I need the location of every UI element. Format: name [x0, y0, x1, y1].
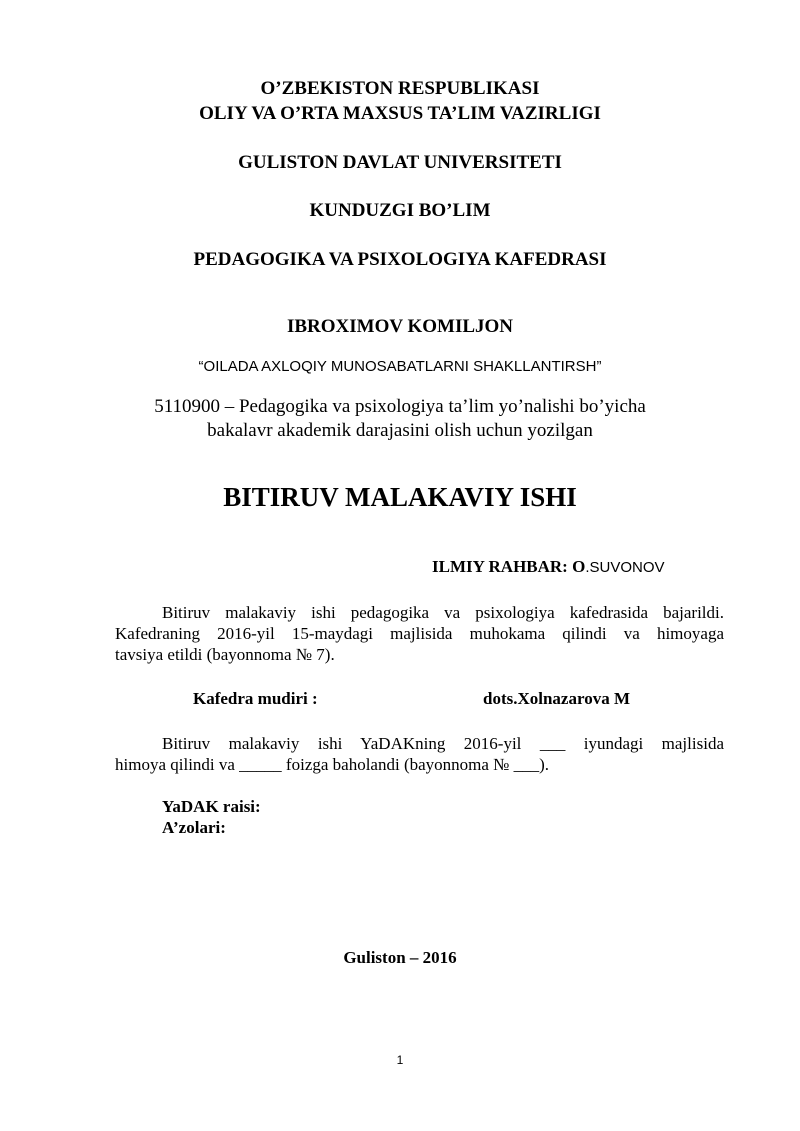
- head-of-chair-name: dots.Xolnazarova M: [483, 689, 631, 708]
- defense-note-line: Bitiruv malakaviy ishi YaDAKning 2016-yil ___ iyundagi majlisida: [162, 734, 724, 753]
- page-number: 1: [396, 1053, 404, 1067]
- place-and-year: Guliston – 2016: [343, 948, 457, 967]
- defense-note: [115, 733, 724, 775]
- department-heading: KUNDUZGI BO’LIM: [309, 200, 491, 221]
- head-of-chair-label: Kafedra mudiri :: [193, 689, 318, 708]
- completion-note: [115, 602, 724, 665]
- completion-note-line: Bitiruv malakaviy ishi pedagogika va psixologiya kafedrasida bajarildi.: [162, 603, 724, 622]
- author-name: IBROXIMOV KOMILJON: [286, 316, 514, 337]
- specialty-line-2: bakalavr akademik darajasini olish uchun yozilgan: [207, 420, 593, 441]
- republic-heading: O’ZBEKISTON RESPUBLIKASI: [260, 78, 540, 99]
- supervisor-label: ILMIY RAHBAR: O: [432, 557, 586, 576]
- commission-members-label: A’zolari:: [162, 818, 226, 837]
- work-type-title: BITIRUV MALAKAVIY ISHI: [223, 482, 577, 512]
- commission-chair-label: YaDAK raisi:: [162, 797, 261, 816]
- defense-note-line: himoya qilindi va _____ foizga baholandi (bayonnoma № ___).: [115, 755, 550, 774]
- university-heading: GULISTON DAVLAT UNIVERSITETI: [238, 152, 562, 173]
- chair-heading: PEDAGOGIKA VA PSIXOLOGIYA KAFEDRASI: [193, 249, 607, 270]
- supervisor-name: .SUVONOV: [585, 559, 665, 576]
- specialty-line-1: 5110900 – Pedagogika va psixologiya ta’lim yo’nalishi bo’yicha: [154, 396, 646, 417]
- ministry-heading: OLIY VA O’RTA MAXSUS TA’LIM VAZIRLIGI: [199, 103, 601, 124]
- completion-note-line: Kafedraning 2016-yil 15-maydagi majlisida muhokama qilindi va himoyaga: [115, 624, 724, 643]
- completion-note-line: tavsiya etildi (bayonnoma № 7).: [115, 645, 335, 664]
- thesis-topic: “OILADA AXLOQIY MUNOSABATLARNI SHAKLLANTIRSH”: [198, 358, 602, 375]
- supervisor: [432, 557, 665, 577]
